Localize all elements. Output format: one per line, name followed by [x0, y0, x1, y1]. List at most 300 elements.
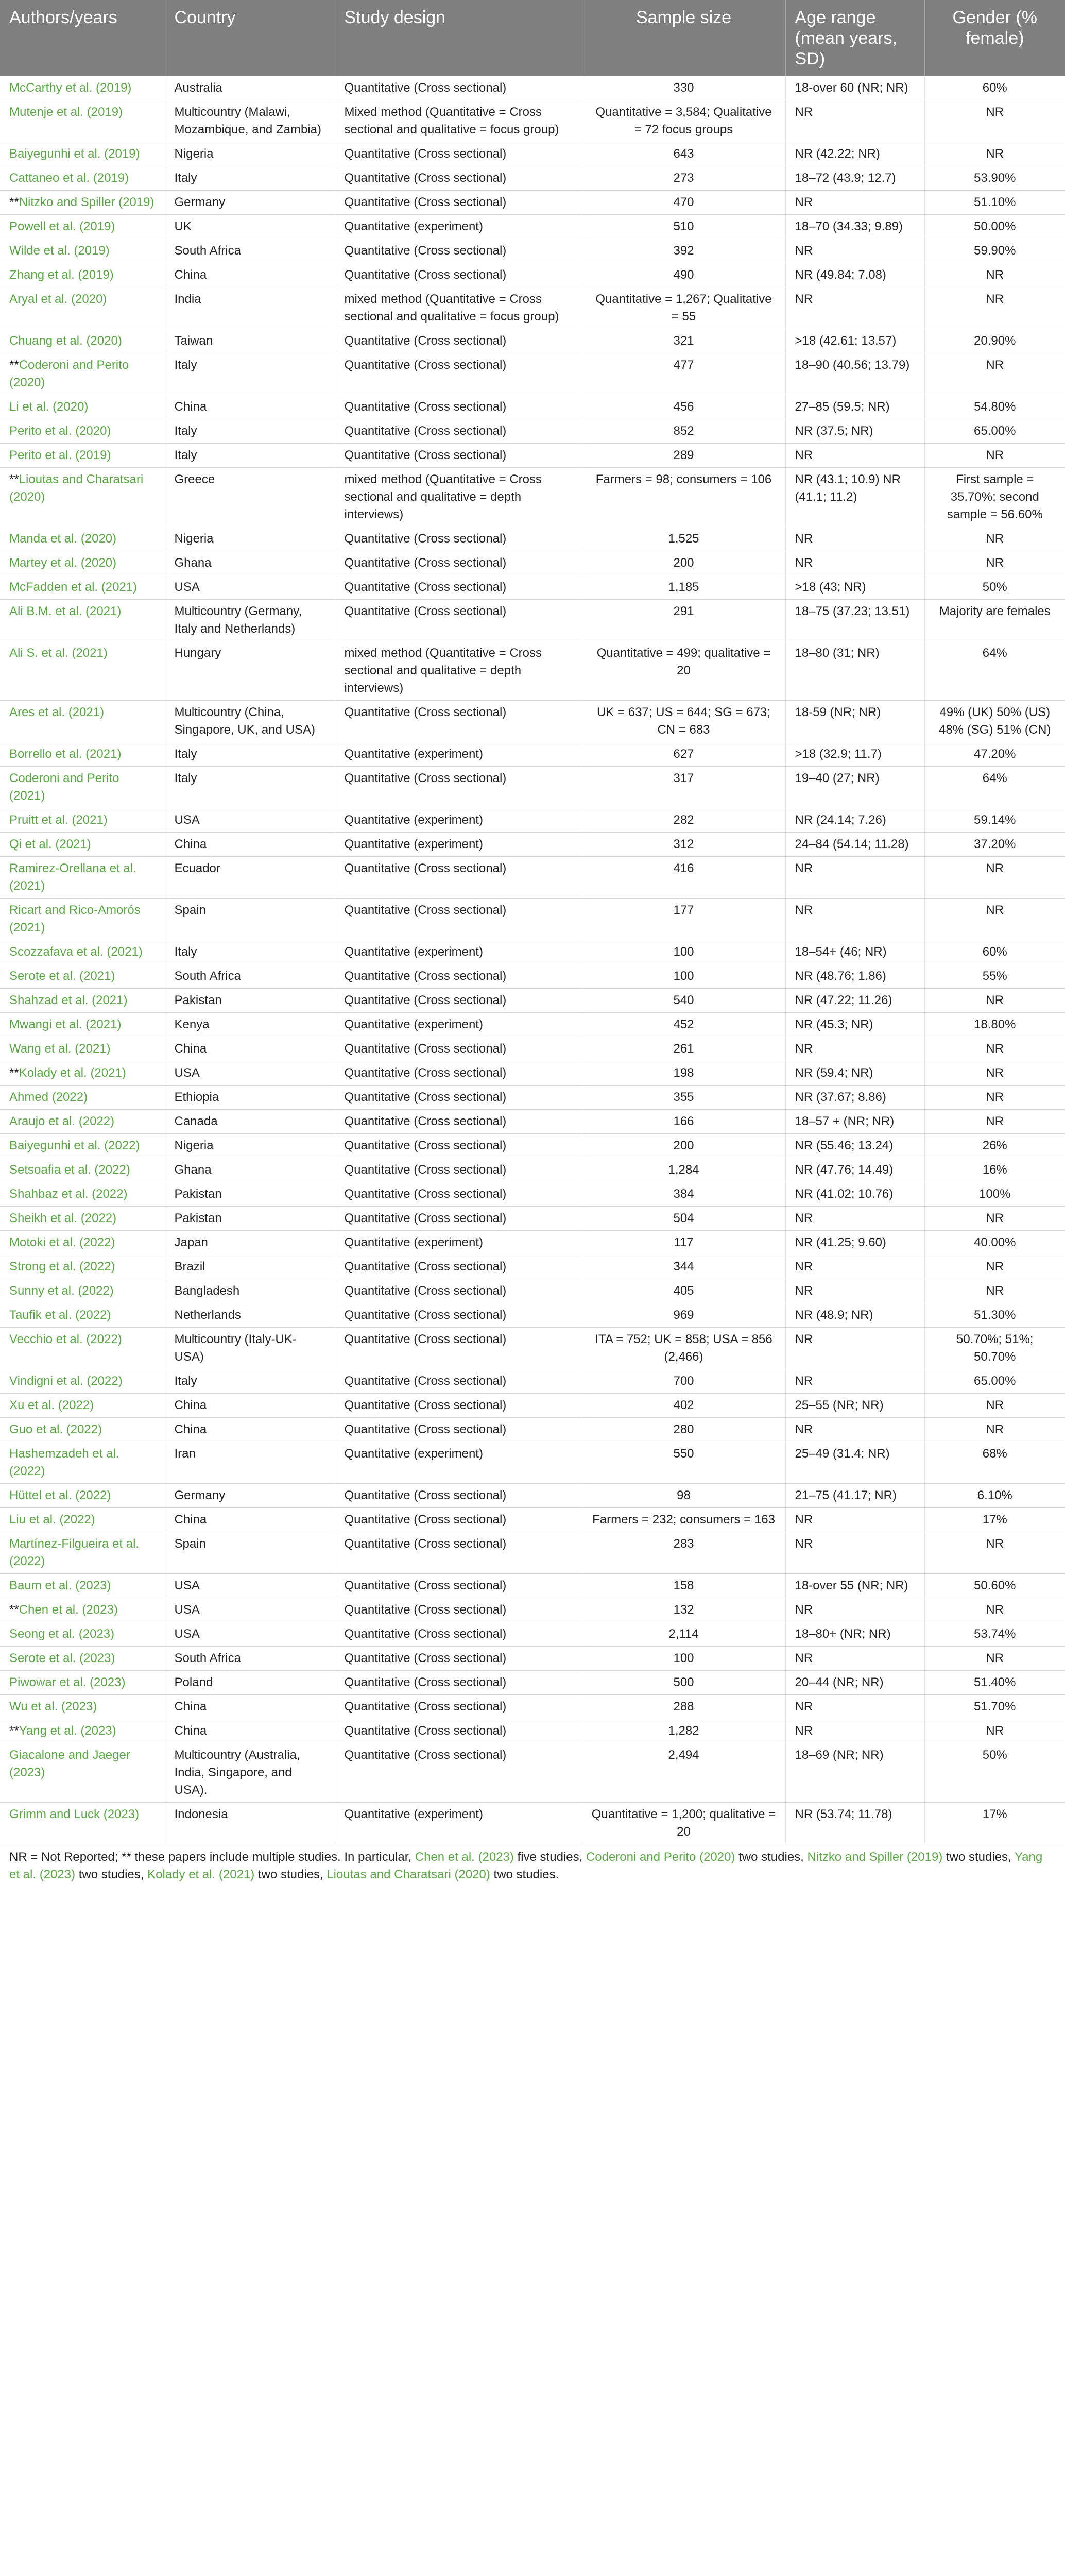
cell-age-range: 18–80+ (NR; NR) — [785, 1622, 924, 1647]
cell-sample-size: 273 — [582, 166, 785, 191]
author-reference-link[interactable]: Ares et al. (2021) — [9, 705, 105, 719]
cell-study-design: mixed method (Quantitative = Cross sectional and qualitative = focus group) — [335, 287, 582, 329]
cell-gender: 16% — [924, 1158, 1065, 1182]
cell-sample-size: 540 — [582, 989, 785, 1013]
table-row — [0, 742, 1065, 767]
cell-gender: NR — [924, 263, 1065, 287]
cell-study-design: mixed method (Quantitative = Cross sectional and qualitative = depth interviews) — [335, 641, 582, 701]
cell-gender: NR — [924, 1418, 1065, 1442]
author-reference-link[interactable]: Strong et al. (2022) — [9, 1260, 115, 1274]
cell-sample-size: 132 — [582, 1598, 785, 1622]
author-reference-link[interactable]: Coderoni and Perito (2020) — [9, 358, 129, 389]
cell-study-design: Quantitative (experiment) — [335, 1442, 582, 1484]
author-reference-link[interactable]: Martínez-Filgueira et al. (2022) — [9, 1537, 140, 1568]
author-reference-link[interactable]: Kolady et al. (2021) — [19, 1066, 126, 1080]
cell-country: Italy — [165, 767, 335, 808]
table-row — [0, 575, 1065, 600]
cell-country: USA — [165, 808, 335, 833]
cell-study-design: Quantitative (Cross sectional) — [335, 1182, 582, 1207]
cell-author — [0, 1484, 165, 1508]
cell-study-design: Quantitative (experiment) — [335, 742, 582, 767]
author-reference-link[interactable]: Scozzafava et al. (2021) — [9, 945, 143, 959]
cell-study-design: Quantitative (Cross sectional) — [335, 1394, 582, 1418]
cell-author — [0, 1182, 165, 1207]
cell-author — [0, 899, 165, 940]
cell-sample-size: 627 — [582, 742, 785, 767]
cell-study-design: Quantitative (Cross sectional) — [335, 1598, 582, 1622]
cell-author — [0, 1303, 165, 1328]
cell-author — [0, 468, 165, 527]
table-row — [0, 1598, 1065, 1622]
cell-study-design: Quantitative (experiment) — [335, 833, 582, 857]
cell-gender: 60% — [924, 940, 1065, 964]
cell-study-design: Quantitative (Cross sectional) — [335, 551, 582, 575]
cell-country: Netherlands — [165, 1303, 335, 1328]
author-reference-link[interactable]: Wang et al. (2021) — [9, 1042, 111, 1056]
cell-country: China — [165, 395, 335, 419]
multi-study-marker: ** — [9, 195, 19, 209]
table-row — [0, 1061, 1065, 1086]
cell-age-range: NR — [785, 1647, 924, 1671]
cell-sample-size: 500 — [582, 1671, 785, 1695]
cell-sample-size: 477 — [582, 353, 785, 395]
cell-study-design: Quantitative (Cross sectional) — [335, 1086, 582, 1110]
cell-gender: NR — [924, 1086, 1065, 1110]
cell-age-range: 18–90 (40.56; 13.79) — [785, 353, 924, 395]
cell-sample-size: 200 — [582, 551, 785, 575]
cell-country: Germany — [165, 191, 335, 215]
cell-sample-size: 198 — [582, 1061, 785, 1086]
cell-study-design: Quantitative (Cross sectional) — [335, 600, 582, 641]
footnote-ref-link[interactable]: Coderoni and Perito (2020) — [586, 1850, 735, 1864]
author-reference-link[interactable]: Shahbaz et al. (2022) — [9, 1187, 128, 1201]
cell-sample-size: Quantitative = 1,200; qualitative = 20 — [582, 1803, 785, 1844]
author-reference-link[interactable]: Pruitt et al. (2021) — [9, 813, 108, 827]
cell-gender: NR — [924, 1037, 1065, 1061]
multi-study-marker: ** — [9, 358, 19, 372]
table-row — [0, 551, 1065, 575]
author-reference-link[interactable]: Shahzad et al. (2021) — [9, 993, 128, 1007]
cell-sample-size: 456 — [582, 395, 785, 419]
cell-sample-size: 490 — [582, 263, 785, 287]
footnote-ref-link[interactable]: Chen et al. (2023) — [415, 1850, 514, 1864]
author-reference-link[interactable]: Baiyegunhi et al. (2019) — [9, 147, 140, 161]
cell-author — [0, 1508, 165, 1532]
cell-country: China — [165, 1508, 335, 1532]
author-reference-link[interactable]: Powell et al. (2019) — [9, 219, 115, 233]
table-row — [0, 263, 1065, 287]
cell-author — [0, 1418, 165, 1442]
cell-gender: NR — [924, 1061, 1065, 1086]
header-authors: Authors/years — [0, 0, 165, 76]
cell-study-design: Quantitative (Cross sectional) — [335, 899, 582, 940]
cell-sample-size: ITA = 752; UK = 858; USA = 856 (2,466) — [582, 1328, 785, 1369]
cell-sample-size: Quantitative = 1,267; Qualitative = 55 — [582, 287, 785, 329]
cell-study-design: Quantitative (Cross sectional) — [335, 1303, 582, 1328]
cell-age-range: NR (41.02; 10.76) — [785, 1182, 924, 1207]
footnote-text: two studies, — [735, 1850, 808, 1864]
cell-country: UK — [165, 215, 335, 239]
author-reference-link[interactable]: Nitzko and Spiller (2019) — [19, 195, 154, 209]
cell-country: China — [165, 1418, 335, 1442]
cell-age-range: NR — [785, 1328, 924, 1369]
author-reference-link[interactable]: Piwowar et al. (2023) — [9, 1675, 126, 1689]
table-row — [0, 353, 1065, 395]
author-reference-link[interactable]: Grimm and Luck (2023) — [9, 1807, 140, 1821]
cell-country: Nigeria — [165, 142, 335, 166]
author-reference-link[interactable]: Serote et al. (2021) — [9, 969, 115, 983]
author-reference-link[interactable]: Araujo et al. (2022) — [9, 1114, 115, 1128]
author-reference-link[interactable]: Yang et al. (2023) — [19, 1724, 116, 1738]
cell-age-range: 18–80 (31; NR) — [785, 641, 924, 701]
cell-country: China — [165, 1719, 335, 1743]
cell-gender: 50% — [924, 575, 1065, 600]
cell-age-range: NR — [785, 1695, 924, 1719]
cell-gender: NR — [924, 100, 1065, 142]
cell-study-design: Quantitative (Cross sectional) — [335, 1508, 582, 1532]
table-row — [0, 964, 1065, 989]
cell-author — [0, 1255, 165, 1279]
cell-country: USA — [165, 575, 335, 600]
author-reference-link[interactable]: Perito et al. (2019) — [9, 448, 111, 462]
table-row — [0, 527, 1065, 551]
cell-sample-size: 700 — [582, 1369, 785, 1394]
cell-age-range: 25–49 (31.4; NR) — [785, 1442, 924, 1484]
author-reference-link[interactable]: McFadden et al. (2021) — [9, 580, 138, 594]
author-reference-link[interactable]: Baiyegunhi et al. (2022) — [9, 1139, 140, 1153]
cell-age-range: NR (59.4; NR) — [785, 1061, 924, 1086]
author-reference-link[interactable]: Liu et al. (2022) — [9, 1513, 95, 1527]
cell-study-design: Quantitative (Cross sectional) — [335, 1622, 582, 1647]
cell-author — [0, 767, 165, 808]
author-reference-link[interactable]: Sunny et al. (2022) — [9, 1284, 114, 1298]
cell-study-design: Quantitative (Cross sectional) — [335, 239, 582, 263]
author-reference-link[interactable]: Ahmed (2022) — [9, 1090, 88, 1104]
cell-gender: 50.70%; 51%; 50.70% — [924, 1328, 1065, 1369]
author-reference-link[interactable]: Manda et al. (2020) — [9, 532, 117, 546]
author-reference-link[interactable]: Guo et al. (2022) — [9, 1422, 102, 1436]
author-reference-link[interactable]: Borrello et al. (2021) — [9, 747, 122, 761]
multi-study-marker: ** — [9, 1724, 19, 1738]
cell-gender: NR — [924, 1255, 1065, 1279]
cell-sample-size: 550 — [582, 1442, 785, 1484]
footnote-ref-link[interactable]: Nitzko and Spiller (2019) — [807, 1850, 943, 1864]
author-reference-link[interactable]: Mutenje et al. (2019) — [9, 105, 123, 119]
author-reference-link[interactable]: Lioutas and Charatsari (2020) — [9, 472, 144, 504]
cell-sample-size: 177 — [582, 899, 785, 940]
cell-author — [0, 1231, 165, 1255]
cell-gender: 50% — [924, 1743, 1065, 1803]
cell-gender: 6.10% — [924, 1484, 1065, 1508]
author-reference-link[interactable]: Giacalone and Jaeger (2023) — [9, 1748, 130, 1780]
cell-age-range: 18-over 55 (NR; NR) — [785, 1574, 924, 1598]
cell-author — [0, 857, 165, 899]
author-reference-link[interactable]: Baum et al. (2023) — [9, 1579, 111, 1592]
cell-gender: Majority are females — [924, 600, 1065, 641]
author-reference-link[interactable]: Xu et al. (2022) — [9, 1398, 94, 1412]
cell-country: Italy — [165, 353, 335, 395]
table-row — [0, 1328, 1065, 1369]
author-reference-link[interactable]: Ramirez-Orellana et al. (2021) — [9, 861, 136, 893]
table-row — [0, 215, 1065, 239]
cell-age-range: NR (37.5; NR) — [785, 419, 924, 444]
author-reference-link[interactable]: Perito et al. (2020) — [9, 424, 111, 438]
cell-study-design: Quantitative (Cross sectional) — [335, 964, 582, 989]
cell-gender: NR — [924, 989, 1065, 1013]
cell-age-range: NR (47.76; 14.49) — [785, 1158, 924, 1182]
footnote-ref-link[interactable]: Yang et al. (2023) — [9, 1850, 1043, 1882]
table-row — [0, 191, 1065, 215]
cell-country: Ethiopia — [165, 1086, 335, 1110]
cell-study-design: Quantitative (Cross sectional) — [335, 1037, 582, 1061]
cell-gender: 55% — [924, 964, 1065, 989]
cell-gender: 17% — [924, 1803, 1065, 1844]
cell-author — [0, 1061, 165, 1086]
cell-sample-size: 416 — [582, 857, 785, 899]
footnote-text: two studies, — [75, 1868, 148, 1882]
cell-sample-size: 2,494 — [582, 1743, 785, 1803]
table-row — [0, 600, 1065, 641]
cell-age-range: NR — [785, 444, 924, 468]
cell-sample-size: Quantitative = 3,584; Qualitative = 72 focus groups — [582, 100, 785, 142]
cell-gender: NR — [924, 1532, 1065, 1574]
cell-age-range: NR — [785, 1719, 924, 1743]
cell-sample-size: 355 — [582, 1086, 785, 1110]
cell-country: Italy — [165, 166, 335, 191]
table-row — [0, 1671, 1065, 1695]
header-gender: Gender (% female) — [924, 0, 1065, 76]
cell-author — [0, 940, 165, 964]
header-country: Country — [165, 0, 335, 76]
author-reference-link[interactable]: Chen et al. (2023) — [19, 1603, 118, 1617]
cell-author — [0, 701, 165, 742]
cell-author — [0, 641, 165, 701]
cell-study-design: Quantitative (experiment) — [335, 940, 582, 964]
cell-age-range: NR (53.74; 11.78) — [785, 1803, 924, 1844]
cell-author — [0, 989, 165, 1013]
cell-age-range: 27–85 (59.5; NR) — [785, 395, 924, 419]
author-reference-link[interactable]: McCarthy et al. (2019) — [9, 81, 132, 95]
cell-study-design: Quantitative (Cross sectional) — [335, 1328, 582, 1369]
cell-sample-size: 280 — [582, 1418, 785, 1442]
author-reference-link[interactable]: Wu et al. (2023) — [9, 1700, 97, 1714]
author-reference-link[interactable]: Mwangi et al. (2021) — [9, 1018, 122, 1031]
cell-author — [0, 239, 165, 263]
cell-gender: 51.70% — [924, 1695, 1065, 1719]
table-row — [0, 142, 1065, 166]
cell-age-range: >18 (42.61; 13.57) — [785, 329, 924, 353]
cell-age-range: NR — [785, 1255, 924, 1279]
cell-age-range: NR (41.25; 9.60) — [785, 1231, 924, 1255]
footnote-ref-link[interactable]: Lioutas and Charatsari (2020) — [327, 1868, 490, 1882]
author-reference-link[interactable]: Ricart and Rico-Amorós (2021) — [9, 903, 141, 935]
author-reference-link[interactable]: Chuang et al. (2020) — [9, 334, 122, 348]
header-sample-size: Sample size — [582, 0, 785, 76]
table-row — [0, 1647, 1065, 1671]
cell-author — [0, 1279, 165, 1303]
cell-gender: 53.74% — [924, 1622, 1065, 1647]
cell-age-range: 18–72 (43.9; 12.7) — [785, 166, 924, 191]
author-reference-link[interactable]: Qi et al. (2021) — [9, 837, 91, 851]
footnote-text: two studies, — [942, 1850, 1015, 1864]
footnote-ref-link[interactable]: Kolady et al. (2021) — [147, 1868, 255, 1882]
table-row — [0, 1013, 1065, 1037]
table-row — [0, 1231, 1065, 1255]
cell-age-range: 18-59 (NR; NR) — [785, 701, 924, 742]
author-reference-link[interactable]: Hashemzadeh et al. (2022) — [9, 1447, 119, 1478]
footnote-text: NR = Not Reported; ** these papers include multiple studies. In particular, — [9, 1850, 415, 1864]
cell-author — [0, 1394, 165, 1418]
author-reference-link[interactable]: Taufik et al. (2022) — [9, 1308, 111, 1322]
author-reference-link[interactable]: Motoki et al. (2022) — [9, 1235, 115, 1249]
header-study-design: Study design — [335, 0, 582, 76]
cell-sample-size: 643 — [582, 142, 785, 166]
table-row — [0, 1532, 1065, 1574]
cell-sample-size: 2,114 — [582, 1622, 785, 1647]
cell-author — [0, 395, 165, 419]
cell-study-design: Quantitative (experiment) — [335, 1013, 582, 1037]
cell-age-range: NR (47.22; 11.26) — [785, 989, 924, 1013]
cell-gender: 59.90% — [924, 239, 1065, 263]
author-reference-link[interactable]: Setsoafia et al. (2022) — [9, 1163, 130, 1177]
footnote-text: two studies, — [254, 1868, 327, 1882]
table-row — [0, 1134, 1065, 1158]
cell-sample-size: 504 — [582, 1207, 785, 1231]
cell-study-design: Quantitative (Cross sectional) — [335, 527, 582, 551]
cell-study-design: Quantitative (Cross sectional) — [335, 1695, 582, 1719]
cell-country: USA — [165, 1574, 335, 1598]
cell-author — [0, 100, 165, 142]
cell-sample-size: 969 — [582, 1303, 785, 1328]
cell-country: USA — [165, 1598, 335, 1622]
author-reference-link[interactable]: Martey et al. (2020) — [9, 556, 117, 570]
cell-author — [0, 527, 165, 551]
author-reference-link[interactable]: Li et al. (2020) — [9, 400, 89, 414]
cell-country: USA — [165, 1622, 335, 1647]
author-reference-link[interactable]: Zhang et al. (2019) — [9, 268, 114, 282]
cell-country: Canada — [165, 1110, 335, 1134]
cell-age-range: >18 (32.9; 11.7) — [785, 742, 924, 767]
table-row — [0, 1743, 1065, 1803]
cell-author — [0, 742, 165, 767]
cell-country: Ecuador — [165, 857, 335, 899]
cell-age-range: NR — [785, 1037, 924, 1061]
cell-study-design: Quantitative (Cross sectional) — [335, 1532, 582, 1574]
author-reference-link[interactable]: Vindigni et al. (2022) — [9, 1374, 123, 1388]
cell-gender: NR — [924, 444, 1065, 468]
author-reference-link[interactable]: Ali S. et al. (2021) — [9, 646, 108, 660]
cell-country: Pakistan — [165, 989, 335, 1013]
multi-study-marker: ** — [9, 1066, 19, 1080]
cell-age-range: 18–75 (37.23; 13.51) — [785, 600, 924, 641]
table-row — [0, 1442, 1065, 1484]
cell-sample-size: 117 — [582, 1231, 785, 1255]
cell-gender: 100% — [924, 1182, 1065, 1207]
cell-age-range: NR — [785, 1508, 924, 1532]
cell-gender: 20.90% — [924, 329, 1065, 353]
multi-study-marker: ** — [9, 472, 19, 486]
cell-sample-size: 1,284 — [582, 1158, 785, 1182]
cell-study-design: Quantitative (experiment) — [335, 808, 582, 833]
cell-author — [0, 1328, 165, 1369]
cell-age-range: NR (37.67; 8.86) — [785, 1086, 924, 1110]
table-row — [0, 989, 1065, 1013]
cell-gender: First sample = 35.70%; second sample = 56.60% — [924, 468, 1065, 527]
cell-country: Taiwan — [165, 329, 335, 353]
cell-country: Multicountry (Malawi, Mozambique, and Zambia) — [165, 100, 335, 142]
table-row — [0, 1394, 1065, 1418]
cell-gender: 51.10% — [924, 191, 1065, 215]
author-reference-link[interactable]: Aryal et al. (2020) — [9, 292, 107, 306]
cell-author — [0, 600, 165, 641]
table-row — [0, 76, 1065, 100]
author-reference-link[interactable]: Cattaneo et al. (2019) — [9, 171, 129, 185]
footnote-text: two studies. — [490, 1868, 559, 1882]
cell-author — [0, 1622, 165, 1647]
cell-gender: 18.80% — [924, 1013, 1065, 1037]
table-row — [0, 1803, 1065, 1844]
cell-author — [0, 1574, 165, 1598]
cell-study-design: Quantitative (Cross sectional) — [335, 329, 582, 353]
cell-country: China — [165, 263, 335, 287]
footnote-text: five studies, — [513, 1850, 586, 1864]
author-reference-link[interactable]: Coderoni and Perito (2021) — [9, 771, 119, 803]
cell-country: Kenya — [165, 1013, 335, 1037]
cell-gender: 50.60% — [924, 1574, 1065, 1598]
cell-sample-size: 330 — [582, 76, 785, 100]
cell-age-range: 18–70 (34.33; 9.89) — [785, 215, 924, 239]
cell-study-design: Quantitative (Cross sectional) — [335, 767, 582, 808]
cell-age-range: 19–40 (27; NR) — [785, 767, 924, 808]
cell-sample-size: 166 — [582, 1110, 785, 1134]
author-reference-link[interactable]: Wilde et al. (2019) — [9, 244, 110, 258]
cell-age-range: NR (48.76; 1.86) — [785, 964, 924, 989]
cell-age-range: NR (24.14; 7.26) — [785, 808, 924, 833]
table-row — [0, 1369, 1065, 1394]
author-reference-link[interactable]: Sheikh et al. (2022) — [9, 1211, 117, 1225]
author-reference-link[interactable]: Seong et al. (2023) — [9, 1627, 115, 1641]
cell-author — [0, 1532, 165, 1574]
cell-study-design: Quantitative (Cross sectional) — [335, 419, 582, 444]
cell-study-design: Quantitative (Cross sectional) — [335, 76, 582, 100]
cell-sample-size: 100 — [582, 1647, 785, 1671]
cell-country: China — [165, 833, 335, 857]
cell-country: Australia — [165, 76, 335, 100]
cell-study-design: Quantitative (Cross sectional) — [335, 1110, 582, 1134]
cell-author — [0, 808, 165, 833]
author-reference-link[interactable]: Vecchio et al. (2022) — [9, 1332, 122, 1346]
header-age-range: Age range (mean years, SD) — [785, 0, 924, 76]
cell-sample-size: 402 — [582, 1394, 785, 1418]
cell-author — [0, 551, 165, 575]
table-row — [0, 395, 1065, 419]
cell-study-design: Quantitative (Cross sectional) — [335, 444, 582, 468]
cell-study-design: Quantitative (Cross sectional) — [335, 191, 582, 215]
table-row — [0, 1484, 1065, 1508]
cell-study-design: Quantitative (Cross sectional) — [335, 857, 582, 899]
cell-country: South Africa — [165, 239, 335, 263]
cell-study-design: Quantitative (experiment) — [335, 215, 582, 239]
cell-author — [0, 353, 165, 395]
cell-gender: NR — [924, 142, 1065, 166]
cell-age-range: NR (42.22; NR) — [785, 142, 924, 166]
author-reference-link[interactable]: Ali B.M. et al. (2021) — [9, 604, 122, 618]
author-reference-link[interactable]: Serote et al. (2023) — [9, 1651, 115, 1665]
cell-age-range: NR (49.84; 7.08) — [785, 263, 924, 287]
author-reference-link[interactable]: Hüttel et al. (2022) — [9, 1488, 111, 1502]
cell-author — [0, 419, 165, 444]
cell-author — [0, 575, 165, 600]
